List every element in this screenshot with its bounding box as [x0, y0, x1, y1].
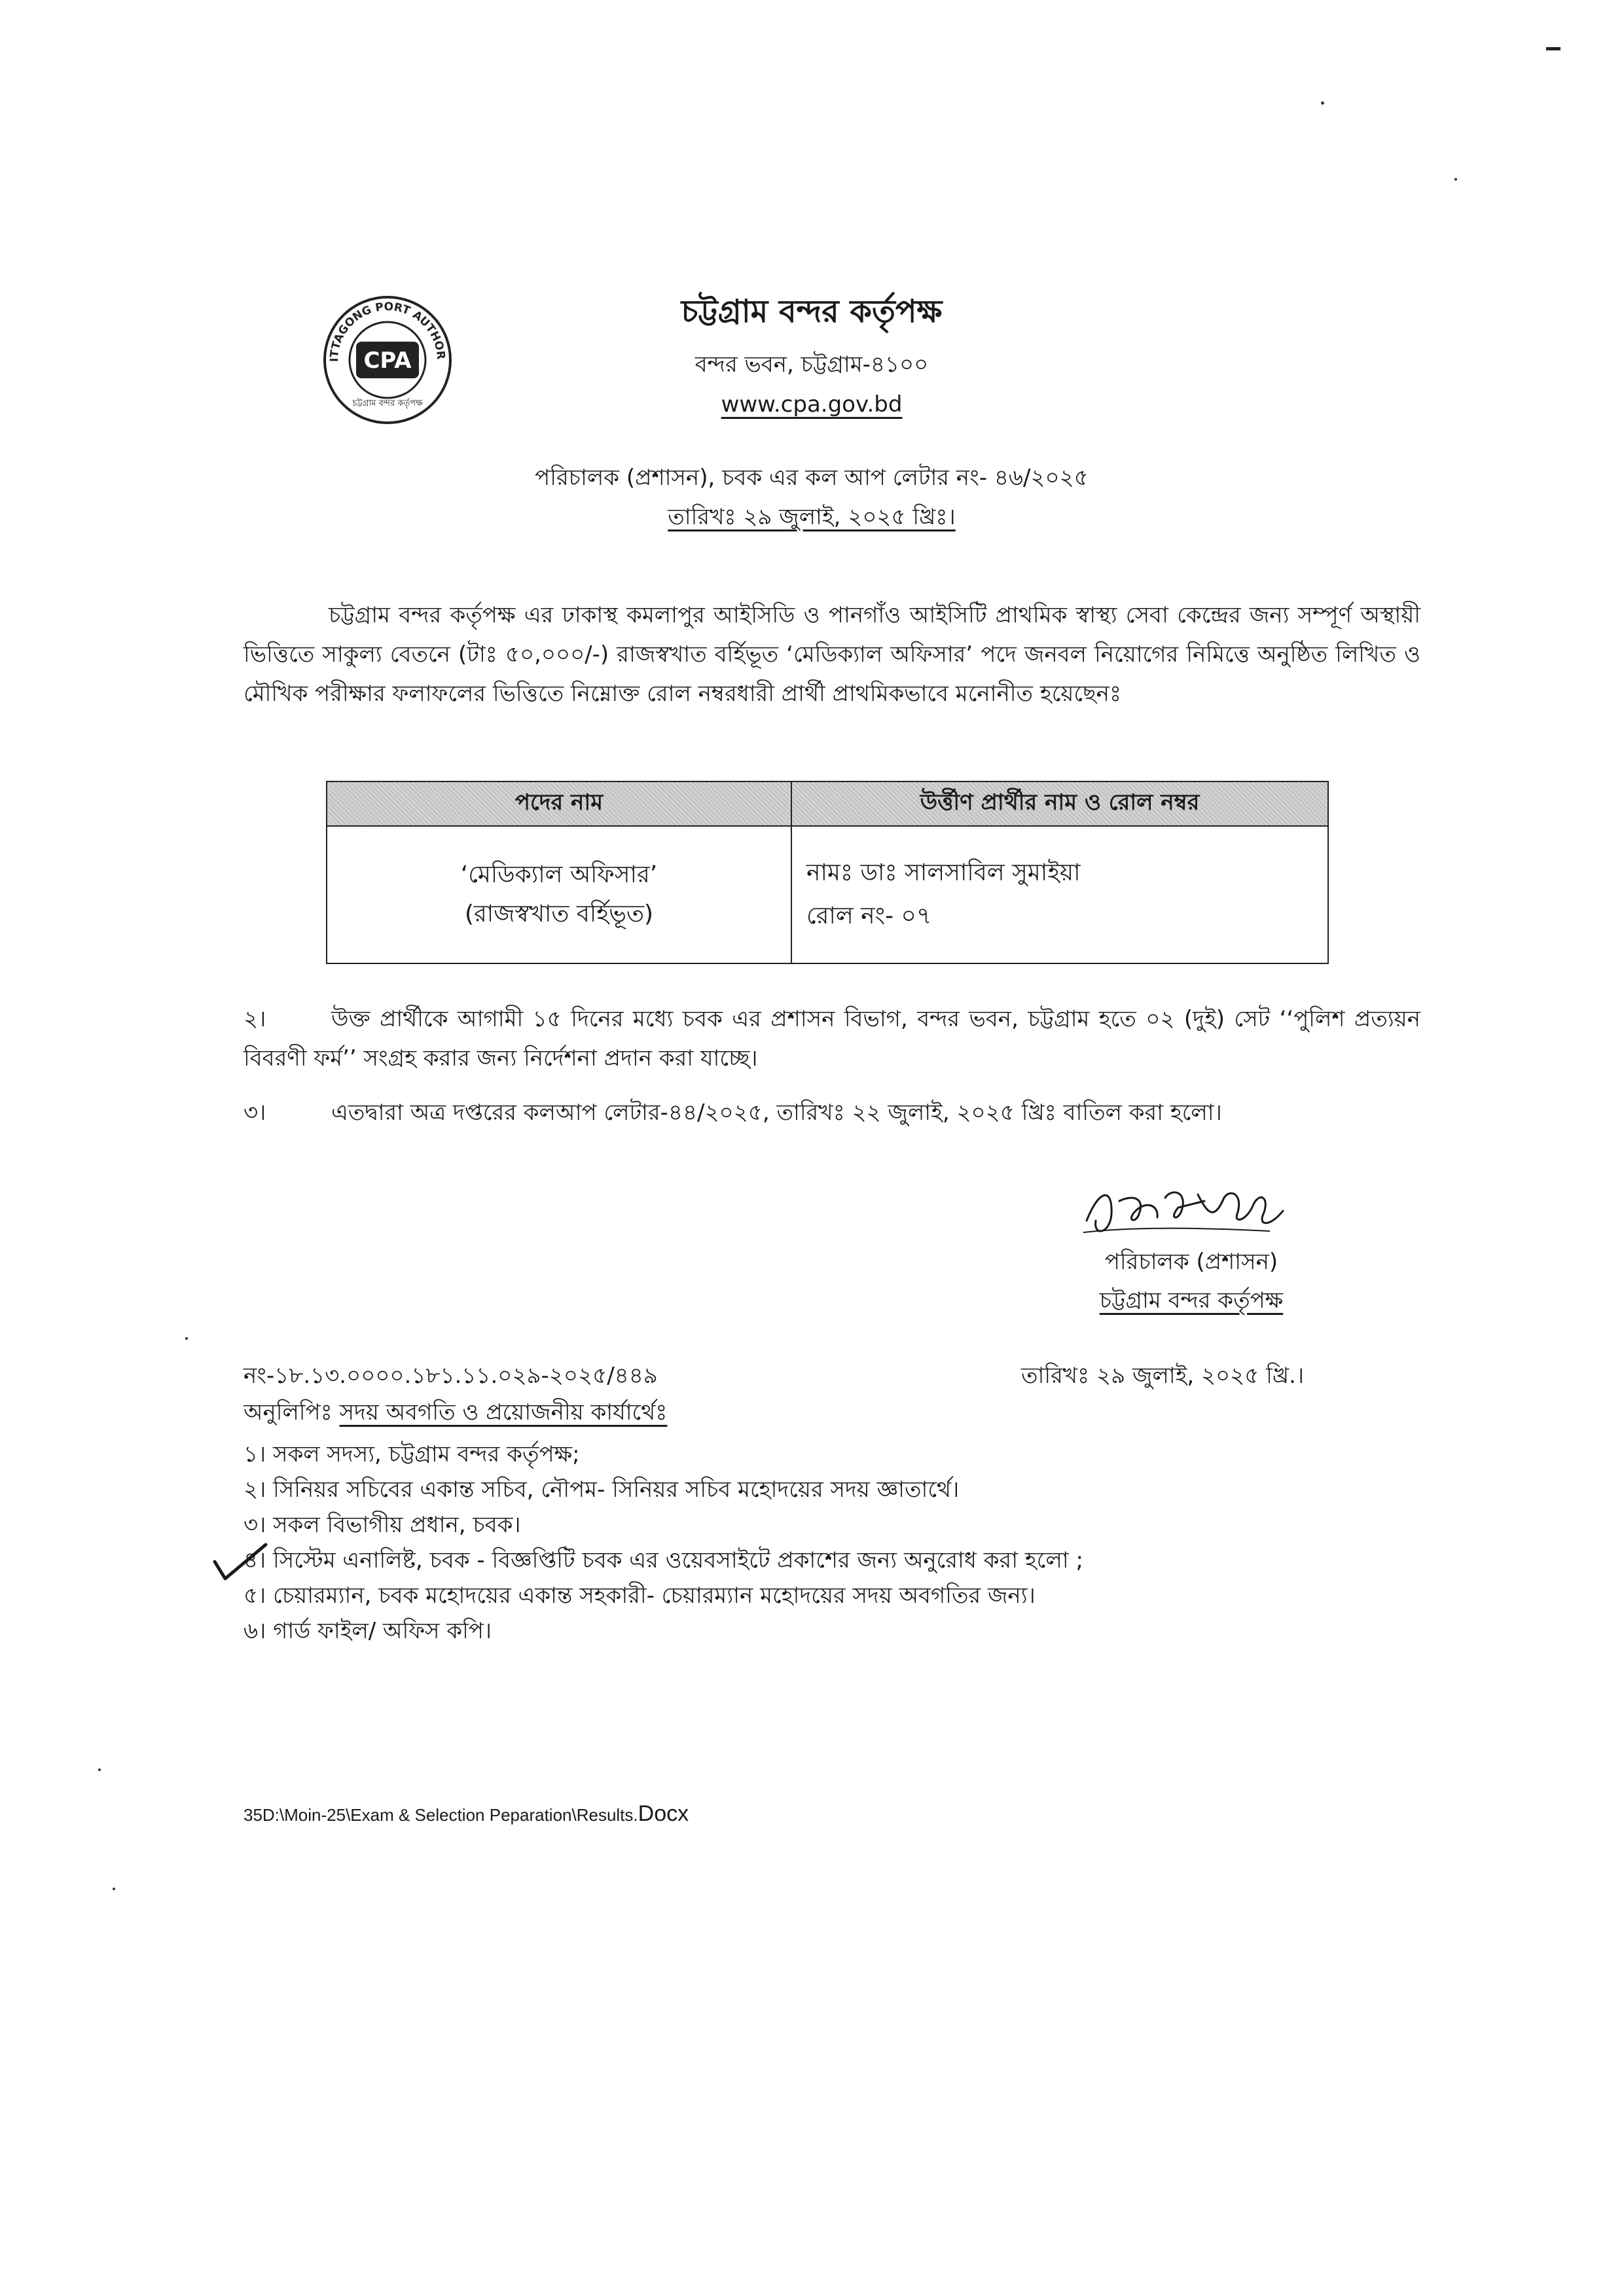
scan-speck — [98, 1768, 101, 1771]
scan-speck — [1454, 178, 1457, 181]
para2-text: উক্ত প্রার্থীকে আগামী ১৫ দিনের মধ্যে চবক এর প্রশাসন বিভাগ, বন্দর ভবন, চট্টগ্রাম হতে ০২ (দুই) সেট ‘‘পুলিশ প্রত্যয়ন বিবরণী ফর্ম’’ সংগ্রহ করার জন্য নির্দেশনা প্রদান করা যাচ্ছে। — [244, 1006, 1420, 1071]
file-extension: Docx — [638, 1801, 689, 1826]
memo-number: নং-১৮.১৩.০০০০.১৮১.১১.০২৯-২০২৫/৪৪৯ — [244, 1363, 658, 1389]
handwritten-check-mark — [211, 1539, 270, 1585]
signatory-designation: পরিচালক (প্রশাসন) — [1104, 1249, 1278, 1275]
para3-text: এতদ্বারা অত্র দপ্তরের কলআপ লেটার-৪৪/২০২৫, তারিখঃ ২২ জুলাই, ২০২৫ খ্রিঃ বাতিল করা হলো। — [331, 1100, 1222, 1126]
copy-to-item: ৬। গার্ড ফাইল/ অফিস কপি। — [244, 1618, 492, 1644]
handwritten-signature — [1074, 1175, 1296, 1247]
scan-mark — [1546, 47, 1561, 50]
file-path: 35D:\Moin-25\Exam & Selection Peparation\Results. — [244, 1805, 638, 1825]
org-website-link[interactable]: www.cpa.gov.bd — [721, 391, 903, 418]
cpa-seal-logo — [322, 295, 453, 425]
para3-number: ৩। — [244, 1100, 266, 1126]
file-path-footer — [244, 1801, 689, 1827]
para2-number: ২। — [244, 1006, 266, 1032]
org-name: চট্টগ্রাম বন্দর কর্তৃপক্ষ — [681, 293, 943, 330]
logo-ring-text: ITTAGONG PORT AUTHOR — [327, 300, 448, 363]
post-name: ‘মেডিক্যাল অফিসার’ — [460, 861, 658, 888]
post-category: (রাজস্বখাত বর্হিভূত) — [464, 901, 654, 927]
signatory-organization: চট্টগ্রাম বন্দর কর্তৃপক্ষ — [1099, 1287, 1284, 1314]
memo-date: তারিখঃ ২৯ জুলাই, ২০২৫ খ্রি.। — [1021, 1363, 1305, 1389]
candidate-cell — [791, 826, 1328, 963]
scan-speck — [185, 1337, 188, 1340]
post-cell — [327, 826, 791, 963]
letter-date: তারিখঃ ২৯ জুলাই, ২০২৫ খ্রিঃ। — [668, 504, 956, 530]
copy-to-item: ৫। চেয়ারম্যান, চবক মহোদয়ের একান্ত সহকারী- চেয়ারম্যান মহোদয়ের সদয় অবগতির জন্য। — [244, 1583, 1036, 1609]
scan-speck — [1321, 101, 1324, 105]
letter-ref: পরিচালক (প্রশাসন), চবক এর কল আপ লেটার নং- ৪৬/২০২৫ — [535, 465, 1089, 491]
scan-speck — [113, 1888, 115, 1890]
candidate-roll: রোল নং- ০৭ — [806, 903, 932, 929]
org-address: বন্দর ভবন, চট্টগ্রাম-৪১০০ — [695, 351, 929, 378]
copy-to-item: ৪। সিস্টেম এনালিষ্ট, চবক - বিজ্ঞপ্তিটি চবক এর ওয়েবসাইটে প্রকাশের জন্য অনুরোধ করা হলো ; — [244, 1547, 1083, 1573]
copy-to-purpose: সদয় অবগতি ও প্রয়োজনীয় কার্যার্থেঃ — [339, 1399, 668, 1426]
copy-to-item: ২। সিনিয়র সচিবের একান্ত সচিব, নৌপম- সিনিয়র সচিব মহোদয়ের সদয় জ্ঞাতার্থে। — [244, 1477, 960, 1503]
result-table — [326, 781, 1329, 964]
table-row — [327, 826, 1328, 963]
copy-to-item: ১। সকল সদস্য, চট্টগ্রাম বন্দর কর্তৃপক্ষ; — [244, 1441, 580, 1467]
logo-bottom-text: চট্টগ্রাম বন্দর কর্তৃপক্ষ — [352, 399, 423, 408]
copy-to-item: ৩। সকল বিভাগীয় প্রধান, চবক। — [244, 1512, 521, 1538]
logo-monogram: CPA — [363, 348, 412, 374]
candidate-name: নামঃ ডাঃ সালসাবিল সুমাইয়া — [806, 859, 1081, 886]
copy-to-label: অনুলিপিঃ — [244, 1399, 333, 1426]
table-header-candidate: উর্ত্তীণ প্রার্থীর নাম ও রোল নম্বর — [791, 781, 1328, 826]
table-header-post: পদের নাম — [327, 781, 791, 826]
intro-paragraph: চট্টগ্রাম বন্দর কর্তৃপক্ষ এর ঢাকাস্থ কমলাপুর আইসিডি ও পানগাঁও আইসিটি প্রাথমিক স্বাস্থ্য সেবা কেন্দ্রের জন্য সম্পূর্ণ অস্থায়ী ভিত্তিতে সাকুল্য বেতনে (টাঃ ৫০,০০০/-) রাজস্বখাত বর্হিভূত ‘মেডিক্যাল অফিসার’ পদে জনবল নিয়োগের নিমিত্তে অনুষ্ঠিত লিখিত ও মৌখিক পরীক্ষার ফলাফলের ভিত্তিতে নিম্নোক্ত রোল নম্বরধারী প্রার্থী প্রাথমিকভাবে মনোনীত হয়েছেনঃ — [244, 602, 1420, 707]
copy-to-heading — [244, 1393, 1029, 1432]
